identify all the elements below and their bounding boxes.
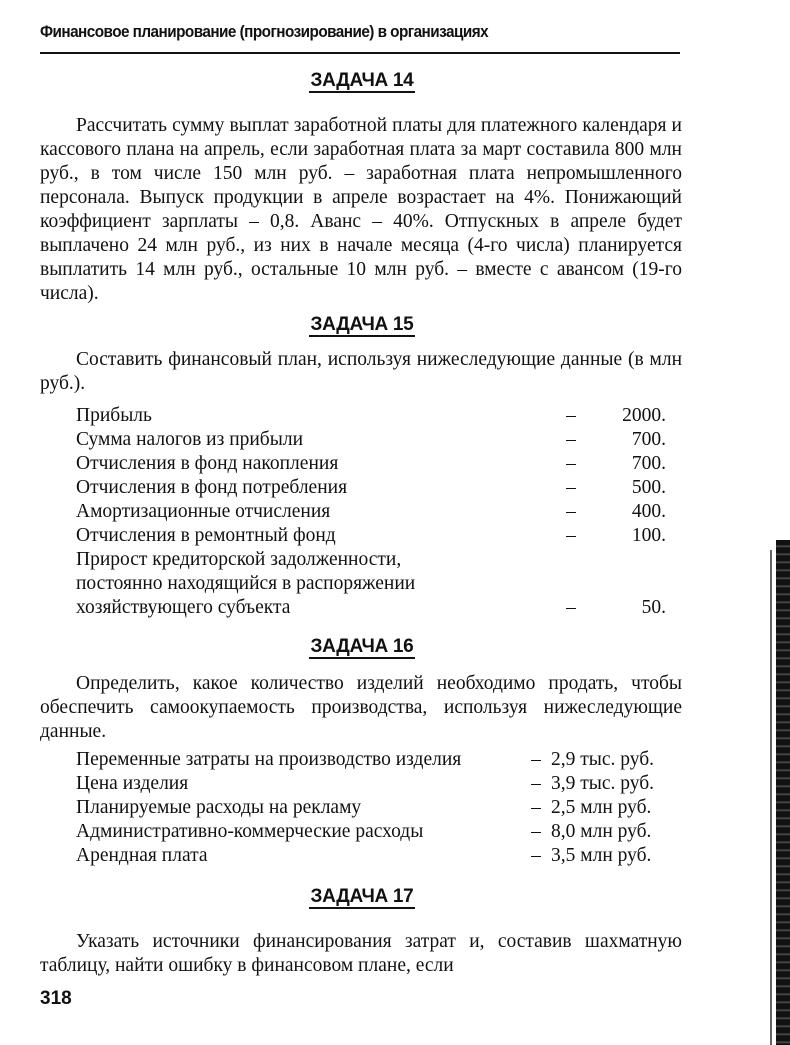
- table-row: [76, 820, 671, 844]
- task16-table: [76, 748, 671, 868]
- task15-title: [262, 314, 462, 336]
- task17-title: [262, 886, 462, 908]
- row-value: 50.: [641, 597, 666, 618]
- row-name-line: хозяйствующего субъекта: [76, 597, 291, 618]
- task15-table: [76, 404, 666, 620]
- table-row: [76, 452, 666, 476]
- row-name: Переменные затраты на производство изделия: [76, 749, 462, 770]
- row-name: Цена изделия: [76, 773, 189, 794]
- table-row: [76, 796, 671, 820]
- row-value: 100.: [631, 525, 666, 546]
- task14-title: [262, 70, 462, 92]
- task14-title-text: ЗАДАЧА 14: [310, 70, 414, 91]
- task15-title-text: ЗАДАЧА 15: [310, 314, 414, 335]
- task16-text: Определить, какое количество изделий необходимо продать, чтобы обеспечить самоокупаемость производства, используя нижеследующие данные.: [40, 673, 682, 742]
- table-row: [76, 500, 666, 524]
- task16-title: [262, 636, 462, 658]
- table-row: [76, 548, 666, 620]
- table-row: [76, 404, 666, 428]
- table-row: [76, 524, 666, 548]
- task16-title-text: ЗАДАЧА 16: [310, 636, 414, 657]
- row-dash: –: [566, 453, 576, 474]
- row-dash: –: [566, 597, 576, 618]
- row-value: 2000.: [622, 405, 666, 426]
- table-row: [76, 428, 666, 452]
- row-dash: –: [531, 749, 541, 770]
- row-name-line: постоянно находящийся в распоряжении: [76, 573, 416, 594]
- row-dash: –: [531, 845, 541, 866]
- page-edge-line: [770, 550, 772, 1045]
- row-dash: –: [566, 525, 576, 546]
- table-row: [76, 748, 671, 772]
- row-value: 2,9 тыс. руб.: [551, 749, 655, 770]
- row-name-line: Прирост кредиторской задолженности,: [76, 549, 402, 570]
- row-value: 3,5 млн руб.: [551, 845, 652, 866]
- row-name: Планируемые расходы на рекламу: [76, 797, 362, 818]
- page-edge-shadow: [776, 540, 790, 1045]
- row-name: Отчисления в фонд потребления: [76, 477, 348, 498]
- table-row: [76, 772, 671, 796]
- row-dash: –: [566, 477, 576, 498]
- row-dash: –: [566, 429, 576, 450]
- task17-title-text: ЗАДАЧА 17: [310, 886, 414, 907]
- row-value: 3,9 тыс. руб.: [551, 773, 655, 794]
- row-dash: –: [531, 797, 541, 818]
- task15-text: Составить финансовый план, используя нижеследующие данные (в млн руб.).: [40, 349, 682, 394]
- row-value: 700.: [631, 453, 666, 474]
- row-name: Административно-коммерческие расходы: [76, 821, 424, 842]
- row-dash: –: [566, 405, 576, 426]
- running-header: Финансовое планирование (прогнозирование) в организациях: [40, 22, 489, 41]
- row-value: 700.: [631, 429, 666, 450]
- table-row: [76, 476, 666, 500]
- row-name: Отчисления в ремонтный фонд: [76, 525, 336, 546]
- page-number: 318: [40, 988, 72, 1009]
- task14-text: Рассчитать сумму выплат заработной платы для платежного календаря и кассового плана на апрель, если заработная плата за март составила 800 млн руб., в том числе 150 млн руб. – заработная плата непромышленного персонала. Выпуск продукции в апреле возрастает на 4%. Понижающий коэффициент зарплаты – 0,8. Аванс – 40%. Отпускных в апреле будет выплачено 24 млн руб., из них в начале месяца (4-го числа) планируется выплатить 14 млн руб., остальные 10 млн руб. – вместе с авансом (19-го числа).: [40, 115, 682, 304]
- row-name-multiline: [76, 548, 546, 620]
- task17-text: Указать источники финансирования затрат и, составив шахматную таблицу, найти ошибку в финансовом плане, если: [40, 931, 682, 976]
- row-value: 500.: [631, 477, 666, 498]
- row-value: 8,0 млн руб.: [551, 821, 652, 842]
- row-dash: –: [566, 501, 576, 522]
- table-row: [76, 844, 671, 868]
- row-name: Амортизационные отчисления: [76, 501, 331, 522]
- header-rule: [40, 52, 680, 54]
- row-name: Прибыль: [76, 405, 152, 426]
- row-name: Арендная плата: [76, 845, 208, 866]
- row-dash: –: [531, 821, 541, 842]
- row-value: 2,5 млн руб.: [551, 797, 652, 818]
- row-dash: –: [531, 773, 541, 794]
- row-value: 400.: [631, 501, 666, 522]
- row-name: Отчисления в фонд накопления: [76, 453, 339, 474]
- row-name: Сумма налогов из прибыли: [76, 429, 304, 450]
